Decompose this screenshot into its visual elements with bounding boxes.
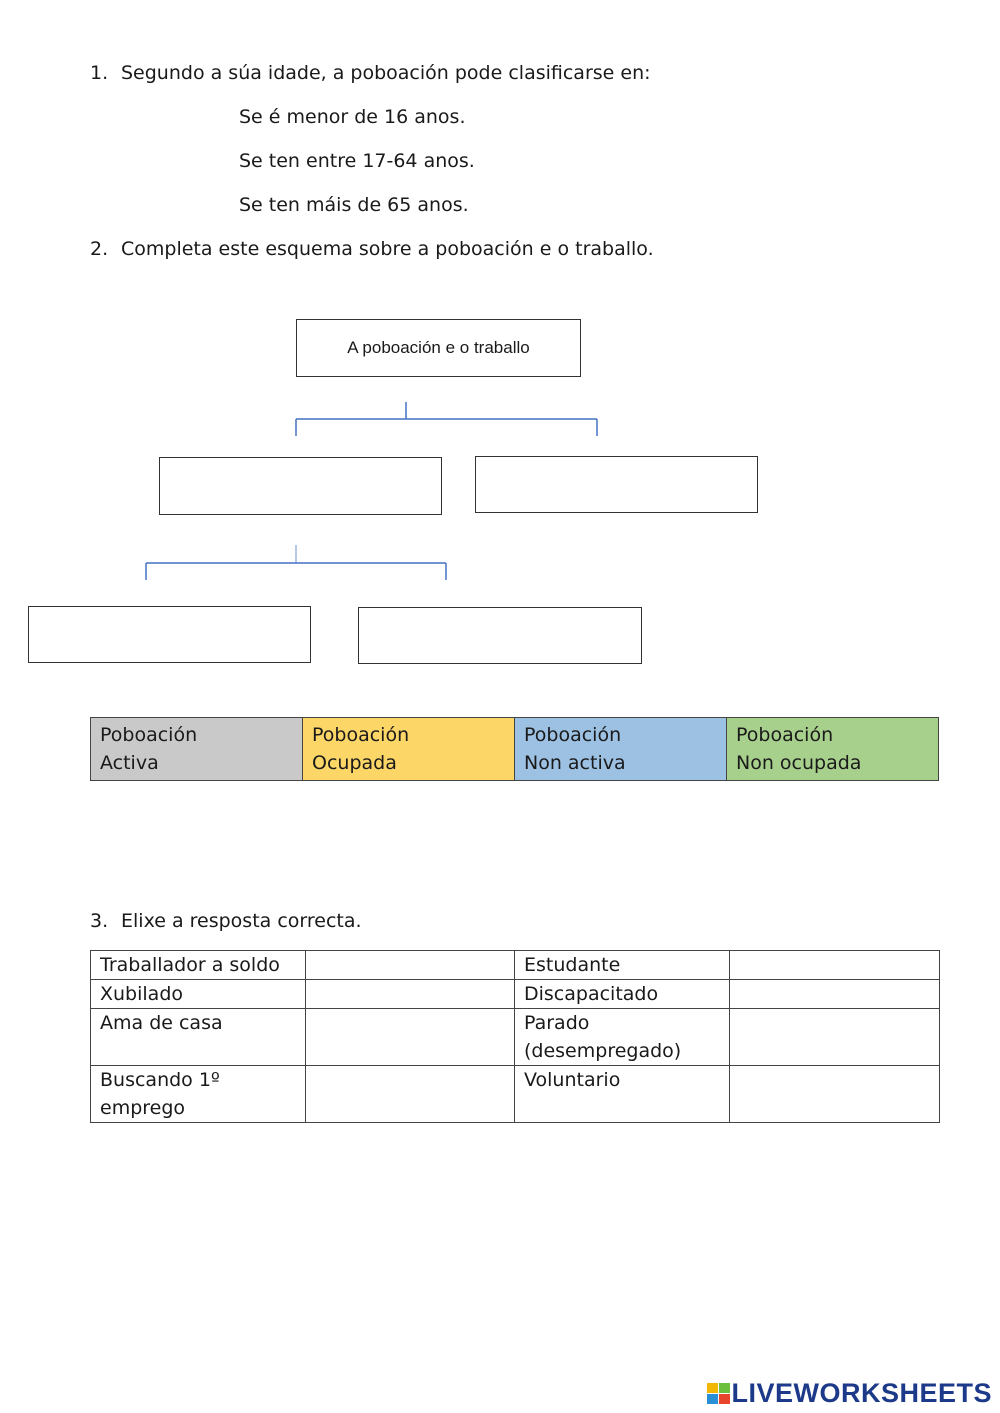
row-2-right-answer[interactable] (730, 980, 940, 1009)
table-row (91, 1009, 940, 1066)
answer-box-level2-left[interactable] (28, 606, 311, 663)
row-3-right-answer[interactable] (730, 1009, 940, 1066)
row-4-right-answer[interactable] (730, 1066, 940, 1123)
age-line-3: Se ten máis de 65 anos. (239, 194, 469, 216)
table-row (91, 980, 940, 1009)
table-row (91, 951, 940, 980)
category-non-active[interactable] (515, 718, 727, 781)
category-active[interactable] (91, 718, 303, 781)
answer-box-level2-right[interactable] (358, 607, 642, 664)
category-non-occupied-line2: Non ocupada (736, 752, 862, 774)
row-1-left-answer[interactable] (306, 951, 515, 980)
category-active-line2: Activa (100, 752, 159, 774)
question-1-text: Segundo a súa idade, a poboación pode clasificarse en: (121, 62, 651, 84)
row-1-left-label: Traballador a soldo (91, 951, 306, 980)
category-occupied[interactable] (303, 718, 515, 781)
category-non-active-line2: Non activa (524, 752, 626, 774)
category-table (90, 717, 939, 781)
age-line-2: Se ten entre 17-64 anos. (239, 150, 475, 172)
category-non-occupied[interactable] (727, 718, 939, 781)
liveworksheets-brand: LIVEWORKSHEETS (731, 1378, 992, 1408)
category-occupied-line1: Poboación (312, 724, 410, 746)
answer-box-level1-left[interactable] (159, 457, 442, 515)
diagram-title: A poboación e o traballo (347, 338, 530, 357)
liveworksheets-icon (707, 1383, 731, 1405)
category-active-line1: Poboación (100, 724, 198, 746)
row-3-left-answer[interactable] (306, 1009, 515, 1066)
row-2-left-answer[interactable] (306, 980, 515, 1009)
category-occupied-line2: Ocupada (312, 752, 397, 774)
row-3-left-label: Ama de casa (91, 1009, 306, 1066)
category-non-occupied-line1: Poboación (736, 724, 834, 746)
question-2-text: Completa este esquema sobre a poboación e o traballo. (121, 238, 654, 260)
row-4-left-label: Buscando 1º emprego (91, 1066, 306, 1123)
age-line-1: Se é menor de 16 anos. (239, 106, 466, 128)
row-4-left-answer[interactable] (306, 1066, 515, 1123)
liveworksheets-logo (707, 1378, 992, 1409)
answer-box-level1-right[interactable] (475, 456, 758, 513)
question-3-number: 3. (90, 910, 109, 932)
row-2-right-label: Discapacitado (515, 980, 730, 1009)
question-3-text: Elixe a resposta correcta. (121, 910, 362, 932)
category-non-active-line1: Poboación (524, 724, 622, 746)
row-1-right-answer[interactable] (730, 951, 940, 980)
table-row (91, 1066, 940, 1123)
question-1-number: 1. (90, 62, 109, 84)
diagram-connectors (0, 0, 1000, 700)
row-4-right-label: Voluntario (515, 1066, 730, 1123)
question-2-number: 2. (90, 238, 109, 260)
row-1-right-label: Estudante (515, 951, 730, 980)
row-2-left-label: Xubilado (91, 980, 306, 1009)
question-3 (90, 910, 362, 932)
row-3-right-label: Parado (desempregado) (515, 1009, 730, 1066)
answer-table (90, 950, 940, 1123)
